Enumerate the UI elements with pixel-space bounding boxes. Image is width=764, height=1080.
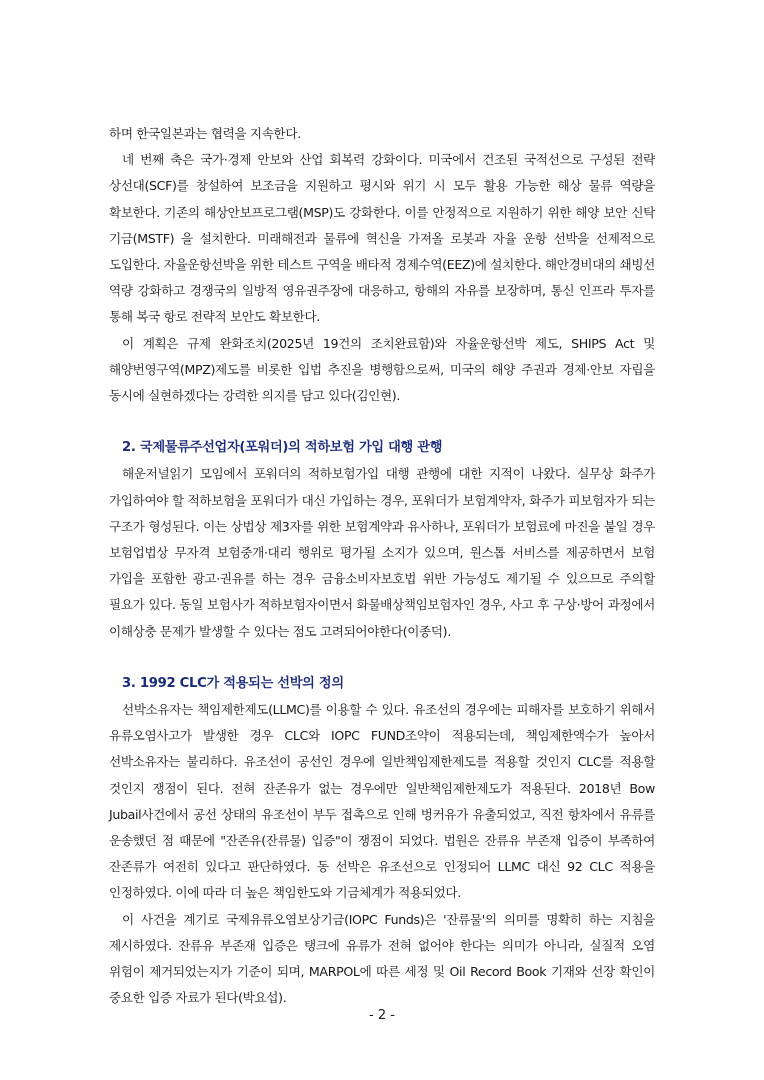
section-gap	[109, 409, 655, 435]
paragraph-plan-summary: 이 계획은 규제 완화조치(2025년 19건의 조치완료함)와 자율운항선박 제도, SHIPS Act 및 해양번영구역(MPZ)제도를 비롯한 입법 추진을 병행함으로써, 미국의 해양 주권과 경제·안보 자립을 동시에 실현하겠다는 강력한 의지를 담고 있다(김인현).	[109, 335, 655, 404]
paragraph-clc-definition: 선박소유자는 책임제한제도(LLMC)를 이용할 수 있다. 유조선의 경우에는 피해자를 보호하기 위해서 유류오염사고가 발생한 경우 CLC와 IOPC FUND조약이 적용되는데, 책임제한액수가 높아서 선박소유자는 불리하다. 유조선이 공선인 경우에 일반책임제한제도를 적용할 것인지 CLC를 적용할 것인지 쟁점이 된다. 전혀 잔존유가 없는 경우에만 일반책임제한제도가 적용된다. 2018년 Bow Jubail사건에서 공선 상태의 유조선이 부두 접촉으로 인해 벙커유가 유출되었고, 직전 항차에서 유류를 운송했던 점 때문에 "잔존유(잔류물) 입증"이 쟁점이 되었다. 법원은 잔류유 부존재 입증이 부족하여 잔존류가 여전히 있다고 판단하였다. 동 선박은 유조선으로 인정되어 LLMC 대신 92 CLC 적용을 인정하였다. 이에 따라 더 높은 책임한도와 기금체계가 적용되었다.	[109, 702, 655, 901]
paragraph-fourth-axis: 네 번째 축은 국가·경제 안보와 산업 회복력 강화이다. 미국에서 건조된 국적선으로 구성된 전략 상선대(SCF)를 창설하여 보조금을 지원하고 평시와 위기 시 모두 활용 가능한 해상 물류 역량을 확보한다. 기존의 해상안보프로그램(MSP)도 강화한다. 이를 안정적으로 지원하기 위한 해양 보안 신탁 기금(MSTF) 을 설치한다. 미래해전과 물류에 혁신을 가져올 로봇과 자율 운항 선박을 선제적으로 도입한다. 자율운항선박을 위한 테스트 구역을 배타적 경제수역(EEZ)에 설치한다. 해안경비대의 쇄빙선 역량 강화하고 경쟁국의 일방적 영유권주장에 대응하고, 항해의 자유를 보장하며, 통신 인프라 투자를 통해 복국 항로 전략적 보안도 확보한다.	[109, 152, 655, 325]
section-gap	[109, 645, 655, 671]
page-content	[109, 121, 655, 1012]
section-heading-clc: 3. 1992 CLC가 적용되는 선박의 정의	[122, 675, 344, 691]
paragraph-forwarder-insurance: 해운저널읽기 모임에서 포워더의 적하보험가입 대행 관행에 대한 지적이 나왔다. 실무상 화주가 가입하여야 할 적하보험을 포워더가 대신 가입하는 경우, 포워더가 보험계약자, 화주가 피보험자가 되는 구조가 형성된다. 이는 상법상 제3자를 위한 보험계약과 유사하나, 포워더가 보험료에 마진을 붙일 경우 보험업법상 무자격 보험중개·대리 행위로 평가될 소지가 있으며, 원스톱 서비스를 제공하면서 보험 가입을 포함한 광고·권유를 하는 경우 금융소비자보호법 위반 가능성도 제기될 수 있으므로 주의할 필요가 있다. 동일 보험사가 적하보험자이면서 화물배상책임보험자인 경우, 사고 후 구상·방어 과정에서 이해상충 문제가 발생할 수 있다는 점도 고려되어야한다(이종덕).	[109, 466, 655, 639]
section-heading-forwarder: 2. 국제물류주선업자(포워더)의 적하보험 가입 대행 관행	[122, 440, 443, 456]
page-number: - 2 -	[369, 1008, 395, 1023]
paragraph-continuation: 하며 한국일본과는 협력을 지속한다.	[109, 126, 301, 141]
paragraph-iopc-guideline: 이 사건을 계기로 국제유류오염보상기금(IOPC Funds)은 '잔류물'의 의미를 명확히 하는 지침을 제시하였다. 잔류유 부존재 입증은 탱크에 유류가 전혀 없어야 한다는 의미가 아니라, 실질적 오염 위험이 제거되었는지가 기준이 되며, MARPOL에 따른 세정 및 Oil Record Book 기재와 선장 확인이 중요한 입증 자료가 된다(박요섭).	[109, 911, 655, 1006]
